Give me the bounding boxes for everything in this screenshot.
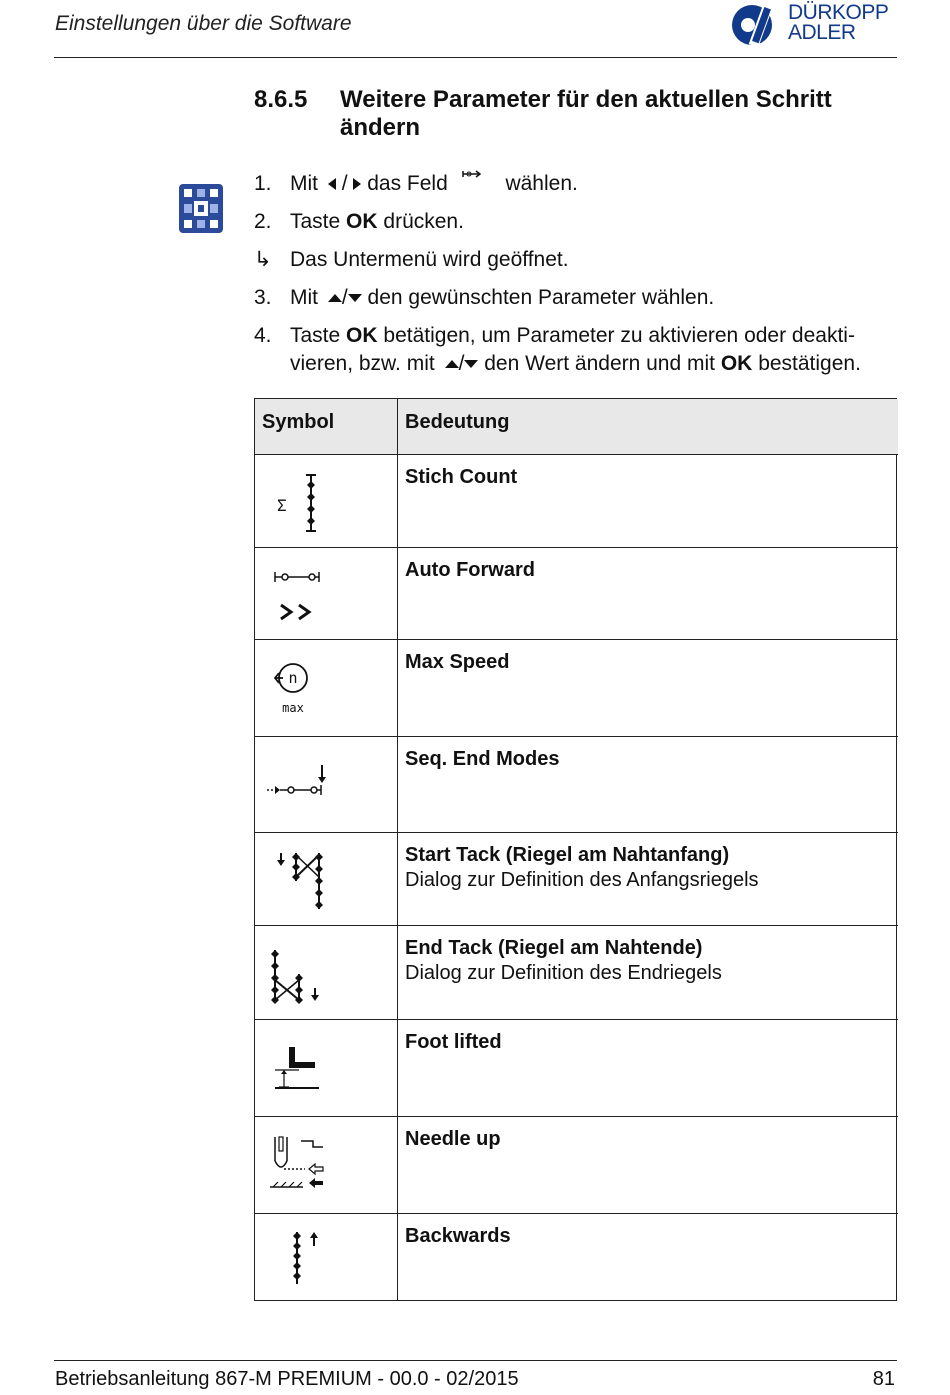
- step-text: /: [341, 286, 348, 309]
- step-2: [254, 208, 904, 236]
- step-text: wählen.: [505, 172, 578, 195]
- symbol-cell: [255, 640, 398, 736]
- page-header-title: Einstellungen über die Software: [55, 12, 352, 35]
- auto-forward-icon: [255, 548, 397, 639]
- needle-up-icon: [255, 1117, 397, 1213]
- end-tack-icon: [255, 926, 397, 1019]
- parameter-name: End Tack (Riegel am Nahtende): [405, 937, 703, 959]
- meaning-cell: [405, 1030, 890, 1055]
- meaning-cell: [405, 843, 890, 893]
- table-row: [255, 926, 898, 1020]
- parameter-description: Dialog zur Definition des Endriegels: [405, 962, 722, 984]
- step-number: 2.: [254, 210, 272, 233]
- result-arrow-icon: ↳: [254, 248, 272, 271]
- ok-key-label: OK: [346, 210, 378, 233]
- step-3: [254, 284, 904, 312]
- parameter-name: Start Tack (Riegel am Nahtanfang): [405, 844, 730, 866]
- foot-lifted-icon: [255, 1020, 397, 1116]
- table-row: [255, 1117, 898, 1214]
- step-number: 3.: [254, 286, 272, 309]
- meaning-cell: [405, 1127, 890, 1152]
- arrow-up-icon: [328, 294, 342, 302]
- arrow-left-icon: [328, 178, 336, 190]
- step-text: Mit: [290, 286, 318, 309]
- table-header-row: [255, 399, 898, 455]
- symbol-cell: [255, 548, 398, 639]
- backwards-icon: [255, 1214, 397, 1301]
- step-text: Das Untermenü wird geöffnet.: [290, 248, 569, 271]
- meaning-cell: [405, 1224, 890, 1249]
- step-text: den gewünschten Parameter wählen.: [367, 286, 715, 309]
- symbol-cell: [255, 455, 398, 547]
- footer-document-info: Betriebsanleitung 867-M PREMIUM - 00.0 - 02/2015: [55, 1368, 519, 1390]
- step-text: betätigen, um Parameter zu aktivieren oder deakti-: [383, 324, 855, 347]
- table-row: [255, 737, 898, 833]
- symbol-cell: [255, 737, 398, 832]
- logo-text-line2: ADLER: [788, 21, 856, 44]
- column-header-symbol: Symbol: [262, 411, 335, 433]
- step-1: [254, 170, 904, 198]
- arrow-right-icon: [353, 178, 361, 190]
- parameter-name: Backwards: [405, 1225, 511, 1247]
- symbol-cell: [255, 833, 398, 925]
- arrow-up-icon: [445, 360, 459, 368]
- step-text: drücken.: [383, 210, 464, 233]
- ok-key-label: OK: [720, 352, 753, 375]
- meaning-cell: [405, 936, 890, 986]
- seq-end-modes-icon: [255, 737, 397, 832]
- step-4: [254, 322, 914, 378]
- step-number: 1.: [254, 172, 272, 195]
- brand-logo: [730, 3, 900, 47]
- table-row: [255, 640, 898, 737]
- step-text: das Feld: [367, 172, 448, 195]
- symbol-cell: [255, 1117, 398, 1213]
- step-text: Mit: [290, 172, 318, 195]
- page-number: 81: [872, 1368, 895, 1390]
- table-row: [255, 455, 898, 548]
- footer-rule: [54, 1360, 897, 1361]
- table-row: [255, 548, 898, 640]
- section-title: Weitere Parameter für den aktuellen Schritt ändern: [340, 86, 832, 141]
- svg-text:max: max: [282, 701, 304, 715]
- svg-text:n: n: [288, 669, 298, 687]
- section-number: 8.6.5: [254, 86, 308, 113]
- start-tack-icon: [255, 833, 397, 925]
- step-text: vieren, bzw. mit: [290, 352, 435, 375]
- step-number: 4.: [254, 324, 272, 347]
- symbol-cell: [255, 1020, 398, 1116]
- svg-text:Σ: Σ: [277, 496, 287, 515]
- step-result: [254, 246, 904, 274]
- step-text: /: [341, 172, 348, 195]
- arrow-down-icon: [464, 360, 478, 368]
- control-panel-icon: [179, 184, 223, 233]
- table-row: [255, 1020, 898, 1117]
- step-text: Taste: [290, 210, 341, 233]
- symbol-cell: [255, 926, 398, 1019]
- parameter-name: Foot lifted: [405, 1031, 502, 1053]
- parameter-name: Needle up: [405, 1128, 501, 1150]
- parameter-name: Max Speed: [405, 651, 510, 673]
- max-speed-icon: [255, 640, 397, 736]
- table-header-cell: [255, 399, 398, 454]
- arrow-down-icon: [348, 294, 362, 302]
- parameter-name: Auto Forward: [405, 559, 535, 581]
- meaning-cell: [405, 747, 890, 772]
- ok-key-label: OK: [346, 324, 378, 347]
- header-rule: [54, 57, 897, 58]
- meaning-cell: [405, 650, 890, 675]
- symbol-table: [254, 398, 897, 1301]
- step-text: den Wert ändern und mit: [484, 352, 715, 375]
- parameter-name: Stich Count: [405, 466, 518, 488]
- step-text: /: [458, 352, 465, 375]
- step-text: bestätigen.: [758, 352, 861, 375]
- step-text: Taste: [290, 324, 341, 347]
- logo-text-line1: DÜRKOPP: [788, 1, 889, 24]
- table-row: [255, 1214, 898, 1301]
- stitch-count-icon: [255, 455, 397, 547]
- meaning-cell: [405, 465, 890, 490]
- parameter-description: Dialog zur Definition des Anfangsriegels: [405, 869, 759, 891]
- table-row: [255, 833, 898, 926]
- symbol-cell: [255, 1214, 398, 1301]
- meaning-cell: [405, 558, 890, 583]
- field-symbol-icon: [460, 170, 500, 190]
- logo-emblem-icon: [730, 3, 786, 47]
- column-header-bedeutung: Bedeutung: [405, 411, 510, 433]
- parameter-name: Seq. End Modes: [405, 748, 560, 770]
